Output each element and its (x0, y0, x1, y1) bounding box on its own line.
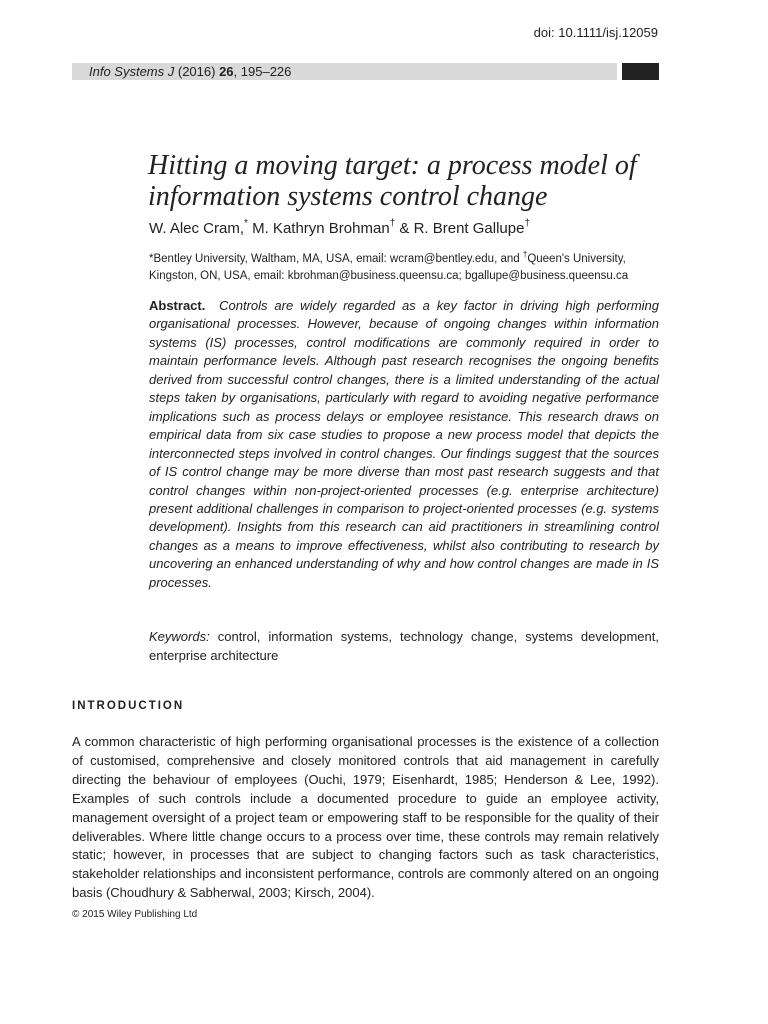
author-list (149, 219, 530, 237)
abstract-label: Abstract. (149, 298, 206, 313)
abstract-text: Controls are widely regarded as a key factor in driving high performing organisational processes. However, because of ongoing changes within information systems (IS) processes, control modifications are commonly required in order to maintain performance levels. Although past research recognises the ongoing benefits derived from successful control changes, there is a limited understanding of the actual steps taken by organisations, particularly with regard to avoiding negative performance implications such as process delays or employee resistance. This research draws on empirical data from six case studies to propose a new process model that depicts the interconnected steps involved in control changes. Our findings suggest that the sources of IS control change may be more diverse than most past research suggests and that control changes within non-project-oriented processes (e.g. enterprise architecture) present additional challenges in comparison to project-oriented processes (e.g. systems development). Insights from this research can aid practitioners in streamlining control changes as a means to improve effectiveness, whilst also contributing to research by uncovering an enhanced understanding of why and how control changes are made in IS processes. (149, 298, 659, 590)
header-accent-block (622, 63, 659, 80)
author-2-mark: † (389, 218, 396, 229)
author-3-mark: † (524, 218, 531, 229)
journal-header-bar (72, 63, 617, 80)
affil-text-1: Bentley University, Waltham, MA, USA, email: wcram@bentley.edu, and (153, 252, 523, 265)
author-3: & R. Brent Gallupe (395, 220, 525, 237)
section-heading-introduction: INTRODUCTION (72, 700, 185, 712)
affil-mark-1: * (149, 252, 154, 265)
author-1-mark: * (244, 218, 248, 229)
keywords (149, 627, 659, 665)
copyright-notice: © 2015 Wiley Publishing Ltd (72, 909, 198, 920)
affil-mark-2: † (522, 250, 528, 259)
affil-text-2: Queen's University, Kingston, ON, USA, email: kbrohman@business.queensu.ca; bgallupe@business.queensu.ca (149, 252, 629, 282)
journal-name: Info Systems J (89, 64, 175, 79)
keywords-text: control, information systems, technology change, systems development, enterprise architecture (149, 629, 659, 663)
keywords-label: Keywords: (149, 629, 210, 644)
doi-text: doi: 10.1111/isj.12059 (533, 25, 658, 40)
journal-citation (89, 63, 291, 80)
introduction-paragraph: A common characteristic of high performing organisational processes is the existence of a collection of customised, comprehensive and closely monitored controls that aid management in carefully directing the behaviour of employees (Ouchi, 1979; Eisenhardt, 1985; Henderson & Lee, 1992). Examples of such controls include a documented procedure to guide an employee activity, management oversight of a project team or empowering staff to be responsible for the quality of their deliverables. Where little change occurs to a process over time, these controls may remain relatively static; however, in processes that are subject to changing factors such as task characteristics, stakeholder relationships and inconsistent performance, controls are commonly altered on an ongoing basis (Choudhury & Sabherwal, 2003; Kirsch, 2004). (72, 734, 659, 901)
journal-volume: 26 (219, 64, 234, 79)
journal-year: (2016) (177, 64, 216, 79)
author-2: M. Kathryn Brohman (247, 220, 390, 237)
abstract (149, 297, 659, 592)
author-1: W. Alec Cram, (149, 220, 245, 237)
affiliations (149, 246, 669, 285)
article-title: Hitting a moving target: a process model of information systems control change (148, 150, 637, 212)
journal-pages: , 195–226 (233, 64, 292, 79)
